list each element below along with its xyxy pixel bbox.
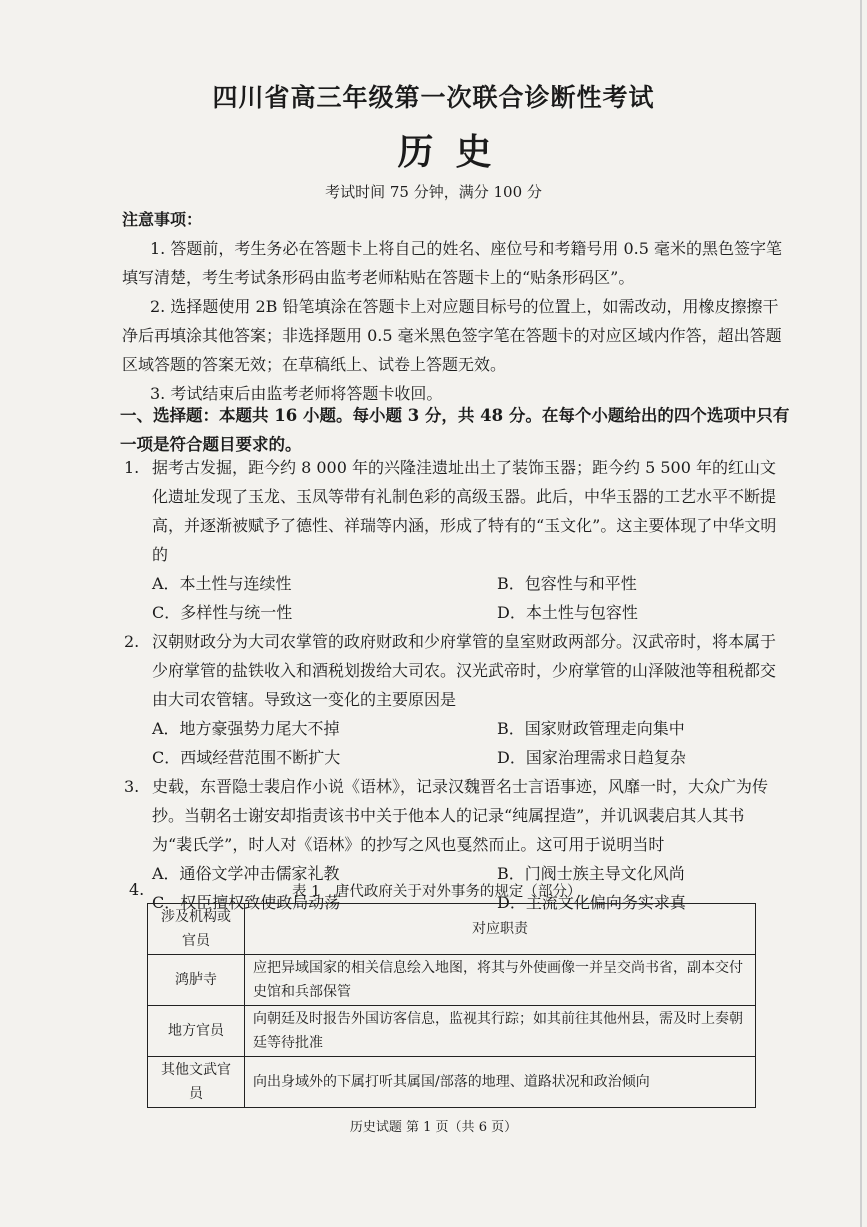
question-stem: 汉朝财政分为大司农掌管的政府财政和少府掌管的皇室财政两部分。汉武帝时，将本属于少府掌管的盐铁收入和酒税划拨给大司农。汉光武帝时，少府掌管的山泽陂池等租税都交由大司农管辖。导致这一变化的主要原因是 bbox=[152, 632, 777, 709]
subject-title: 历史 bbox=[397, 131, 514, 173]
option-a: A．本土性与连续性 bbox=[152, 574, 292, 593]
section-1-heading: 一、选择题：本题共 16 小题。每小题 3 分，共 48 分。在每个小题给出的四个选项中只有一项是符合题目要求的。 bbox=[120, 406, 790, 454]
question-number: 1. bbox=[124, 458, 140, 477]
option-c: C．多样性与统一性 bbox=[152, 603, 293, 622]
time-info: 考试时间 75 分钟，满分 100 分 bbox=[325, 183, 542, 201]
option-a: A．通俗文学冲击儒家礼教 bbox=[152, 864, 340, 883]
question-2 bbox=[124, 627, 784, 772]
notice-item-3: 3. 考试结束后由监考老师将答题卡收回。 bbox=[150, 384, 443, 403]
table-row bbox=[148, 1006, 756, 1057]
duties-table bbox=[147, 903, 756, 1108]
table-row bbox=[148, 1057, 756, 1108]
option-b: B．国家财政管理走向集中 bbox=[497, 719, 685, 738]
option-grid bbox=[124, 569, 784, 627]
notice-item-2: 2. 选择题使用 2B 铅笔填涂在答题卡上对应题目标号的位置上，如需改动，用橡皮擦擦干净后再填涂其他答案；非选择题用 0.5 毫米黑色签字笔在答题卡的对应区域内作答，超出答题区域答题的答案无效；在草稿纸上、试卷上答题无效。 bbox=[122, 297, 782, 374]
row-org: 其他文武官员 bbox=[148, 1057, 245, 1108]
option-grid bbox=[124, 714, 784, 772]
option-b: B．门阀士族主导文化风尚 bbox=[497, 864, 685, 883]
questions-block bbox=[124, 453, 784, 917]
row-org: 鸿胪寺 bbox=[148, 955, 245, 1006]
table-row bbox=[148, 955, 756, 1006]
option-c: C．权臣擅权致使政局动荡 bbox=[152, 893, 341, 912]
option-d: D．本土性与包容性 bbox=[497, 603, 638, 622]
row-org: 地方官员 bbox=[148, 1006, 245, 1057]
notice-title: 注意事项： bbox=[122, 210, 203, 229]
notice-item-1: 1. 答题前，考生务必在答题卡上将自己的姓名、座位号和考籍号用 0.5 毫米的黑色签字笔填写清楚，考生考试条形码由监考老师粘贴在答题卡上的“贴条形码区”。 bbox=[122, 239, 782, 287]
option-c: C．西域经营范围不断扩大 bbox=[152, 748, 341, 767]
header-duty: 对应职责 bbox=[245, 904, 756, 955]
option-b: B．包容性与和平性 bbox=[497, 574, 637, 593]
table-caption: 表 1 唐代政府关于对外事务的规定（部分） bbox=[292, 884, 582, 900]
notice-list bbox=[122, 234, 782, 408]
question-1 bbox=[124, 453, 784, 627]
header-org: 涉及机构或官员 bbox=[148, 904, 245, 955]
row-duty: 应把异域国家的相关信息绘入地图，将其与外使画像一并呈交尚书省，副本交付史馆和兵部保管 bbox=[245, 955, 756, 1006]
page-footer: 历史试题 第 1 页（共 6 页） bbox=[349, 1120, 518, 1135]
question-stem: 据考古发掘，距今约 8 000 年的兴隆洼遗址出土了装饰玉器；距今约 5 500 年的红山文化遗址发现了玉龙、玉凤等带有礼制色彩的高级玉器。此后，中华玉器的工艺水平不断提高，并逐渐被赋予了德性、祥瑞等内涵，形成了特有的“玉文化”。这主要体现了中华文明的 bbox=[152, 458, 777, 564]
exam-title: 四川省高三年级第一次联合诊断性考试 bbox=[212, 83, 655, 112]
option-a: A．地方豪强势力尾大不掉 bbox=[152, 719, 340, 738]
question-stem: 史载，东晋隐士裴启作小说《语林》，记录汉魏晋名士言语事迹，风靡一时，大众广为传抄。当朝名士谢安却指责该书中关于他本人的记录“纯属捏造”，并讥讽裴启其人其书为“裴氏学”，时人对《语林》的抄写之风也戛然而止。这可用于说明当时 bbox=[152, 777, 769, 854]
row-duty: 向出身域外的下属打听其属国/部落的地理、道路状况和政治倾向 bbox=[245, 1057, 756, 1108]
question-number: 2. bbox=[124, 632, 140, 651]
question-number: 3. bbox=[124, 777, 140, 796]
table-header-row bbox=[148, 904, 756, 955]
option-d: D．主流文化偏向务实求真 bbox=[497, 893, 686, 912]
question-4-number: 4. bbox=[129, 880, 145, 899]
row-duty: 向朝廷及时报告外国访客信息，监视其行踪；如其前往其他州县，需及时上奏朝廷等待批准 bbox=[245, 1006, 756, 1057]
option-d: D．国家治理需求日趋复杂 bbox=[497, 748, 686, 767]
